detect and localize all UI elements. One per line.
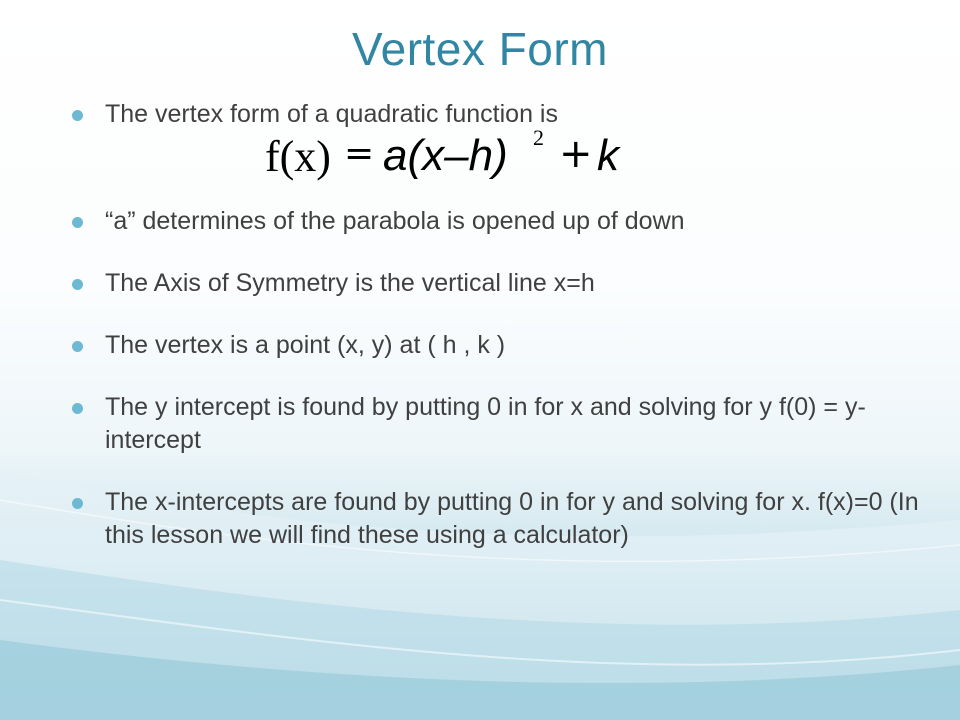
bullet-dot-icon	[72, 403, 83, 414]
formula-body: a(x–h)	[383, 131, 508, 180]
bullet-dot-icon	[72, 498, 83, 509]
bullet-text: The vertex is a point (x, y) at ( h , k )	[105, 331, 506, 359]
bullet-dot-icon	[72, 279, 83, 290]
bullet-list	[70, 98, 920, 552]
slide-title: Vertex Form	[351, 23, 608, 75]
bullet-item-a	[70, 205, 920, 238]
bullet-dot-icon	[72, 110, 83, 121]
formula-lhs: f(x)	[265, 132, 331, 181]
bullet-text: The x-intercepts are found by putting 0 in for y and solving for x. f(x)=0 (In this lesson we will find these using a calculator)	[105, 488, 919, 549]
bullet-text: The y intercept is found by putting 0 in for x and solving for y f(0) = y-intercept	[105, 393, 866, 454]
bullet-item-vertex	[70, 329, 920, 362]
bullet-item-x-intercepts	[70, 486, 920, 552]
bullet-item-axis	[70, 267, 920, 300]
bullet-dot-icon	[72, 341, 83, 352]
formula-plus: +	[559, 131, 593, 177]
bullet-item-intro	[70, 98, 920, 131]
formula-exponent: 2	[533, 125, 544, 150]
bullet-text: “a” determines of the parabola is opened up of down	[105, 207, 685, 235]
formula-k: k	[597, 131, 619, 180]
formula-equals: =	[344, 133, 375, 174]
vertex-form-formula	[265, 125, 920, 211]
bullet-item-y-intercept	[70, 391, 920, 457]
bullet-text: The vertex form of a quadratic function is	[105, 100, 558, 128]
bullet-text: The Axis of Symmetry is the vertical line x=h	[105, 269, 595, 297]
bullet-dot-icon	[72, 217, 83, 228]
